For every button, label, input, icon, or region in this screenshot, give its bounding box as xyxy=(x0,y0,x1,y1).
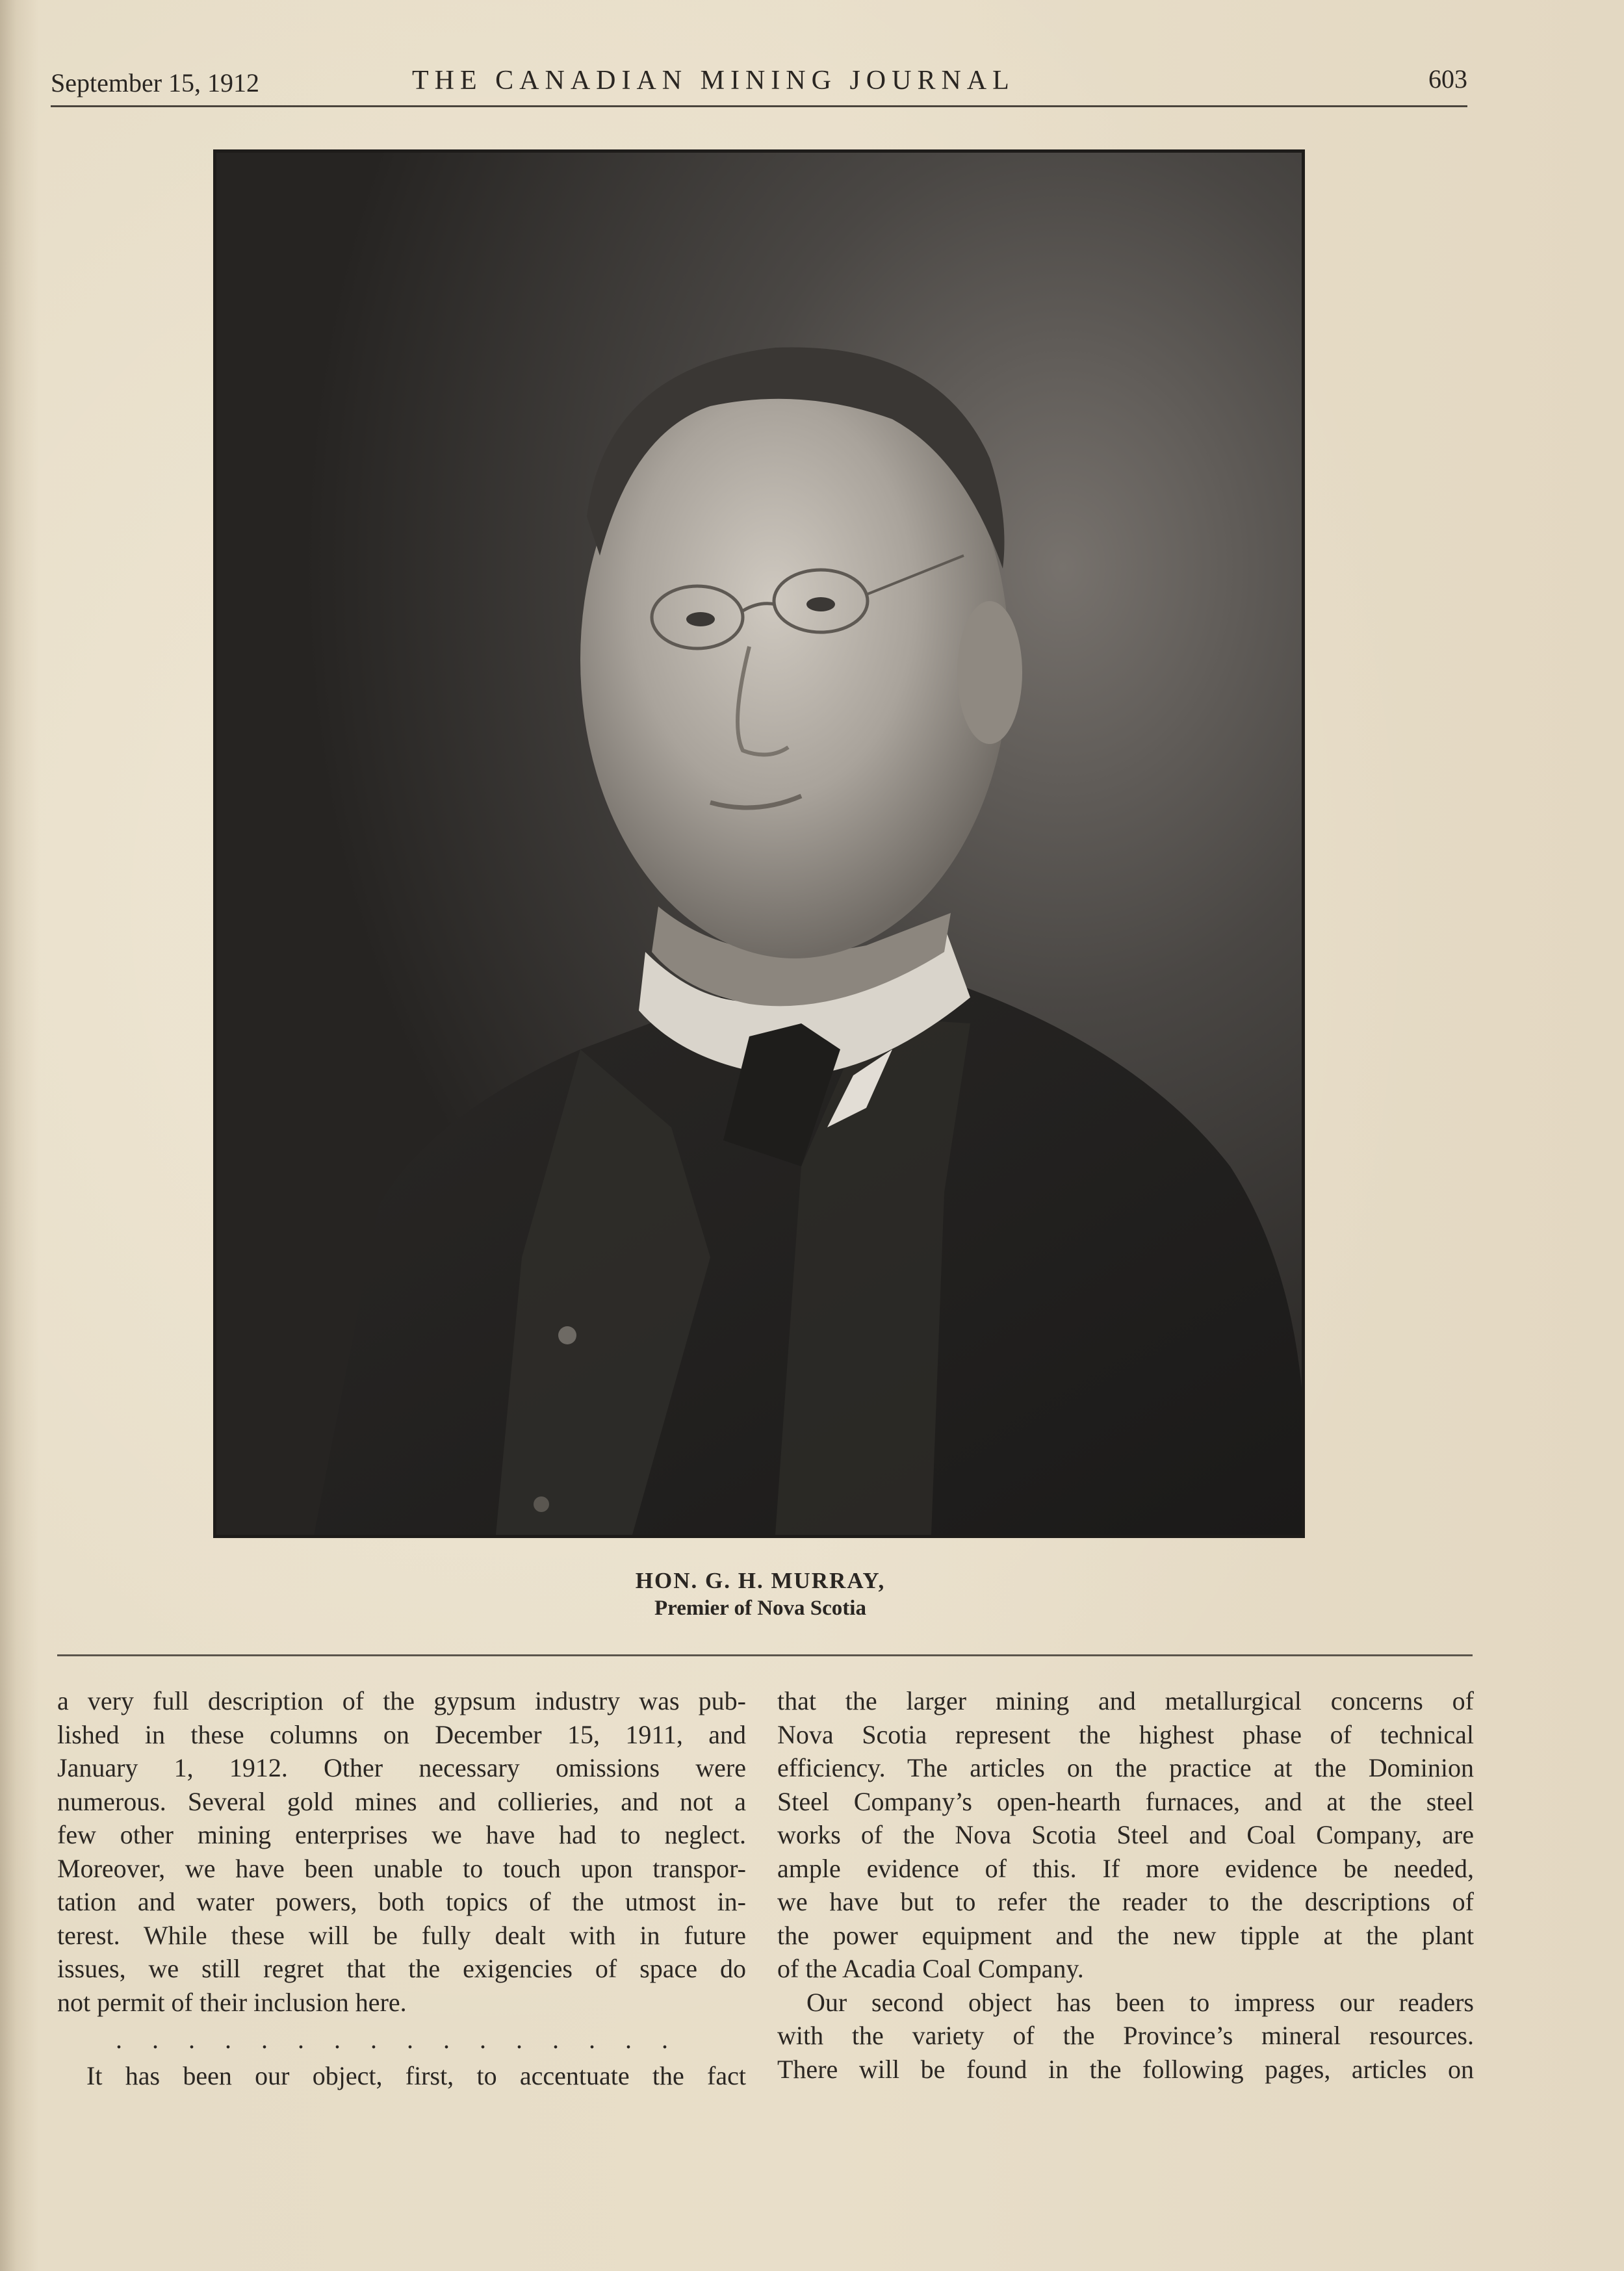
text-line: works of the Nova Scotia Steel and Coal Company, are xyxy=(777,1820,1474,1849)
text-line: terest. While these will be fully dealt with in future xyxy=(57,1920,746,1950)
journal-title: THE CANADIAN MINING JOURNAL xyxy=(412,66,1015,96)
article-left-column xyxy=(57,1684,746,2092)
text-line: issues, we still regret that the exigencies of space do xyxy=(57,1954,746,1983)
text-line: not permit of their inclusion here. xyxy=(57,1987,407,2017)
section-divider xyxy=(57,1654,1473,1656)
text-line: numerous. Several gold mines and collieries, and not a xyxy=(57,1786,746,1816)
text-line: lished in these columns on December 15, 1911, and xyxy=(57,1719,746,1749)
text-line: the power equipment and the new tipple at the plant xyxy=(777,1920,1474,1950)
header-date: September 15, 1912 xyxy=(51,68,260,97)
portrait-photograph xyxy=(213,149,1305,1538)
text-line: tation and water powers, both topics of the utmost in- xyxy=(57,1887,746,1916)
text-line: we have but to refer the reader to the descriptions of xyxy=(777,1887,1474,1916)
text-line: Steel Company’s open-hearth furnaces, and at the steel xyxy=(777,1786,1474,1816)
text-line: January 1, 1912. Other necessary omissions were xyxy=(57,1753,746,1782)
text-line: with the variety of the Province’s mineral resources. xyxy=(777,2021,1474,2050)
text-line: Nova Scotia represent the highest phase of technical xyxy=(777,1719,1474,1749)
text-line: a very full description of the gypsum industry was pub- xyxy=(57,1686,746,1715)
photo-caption-role: Premier of Nova Scotia xyxy=(654,1597,866,1620)
text-line: There will be found in the following pages, articles on xyxy=(777,2054,1474,2084)
photo-caption-name: HON. G. H. MURRAY, xyxy=(635,1568,886,1593)
text-line: Moreover, we have been unable to touch upon transpor- xyxy=(57,1853,746,1883)
text-line: few other mining enterprises we have had to neglect. xyxy=(57,1820,746,1849)
page-number: 603 xyxy=(1428,64,1467,94)
article-right-column xyxy=(777,1684,1474,2086)
text-line: efficiency. The articles on the practice at the Dominion xyxy=(777,1753,1474,1782)
separator-dots: . . . . . . . . . . . . . . . . xyxy=(116,2025,668,2054)
page-header xyxy=(51,64,1467,107)
text-line: Our second object has been to impress our readers xyxy=(806,1987,1474,2017)
text-line: that the larger mining and metallurgical concerns of xyxy=(777,1686,1474,1715)
text-line: ample evidence of this. If more evidence be needed, xyxy=(777,1853,1474,1883)
portrait-photograph-icon xyxy=(216,153,1302,1535)
text-line: of the Acadia Coal Company. xyxy=(777,1954,1084,1983)
text-line: It has been our object, first, to accentuate the fact xyxy=(86,2060,746,2090)
